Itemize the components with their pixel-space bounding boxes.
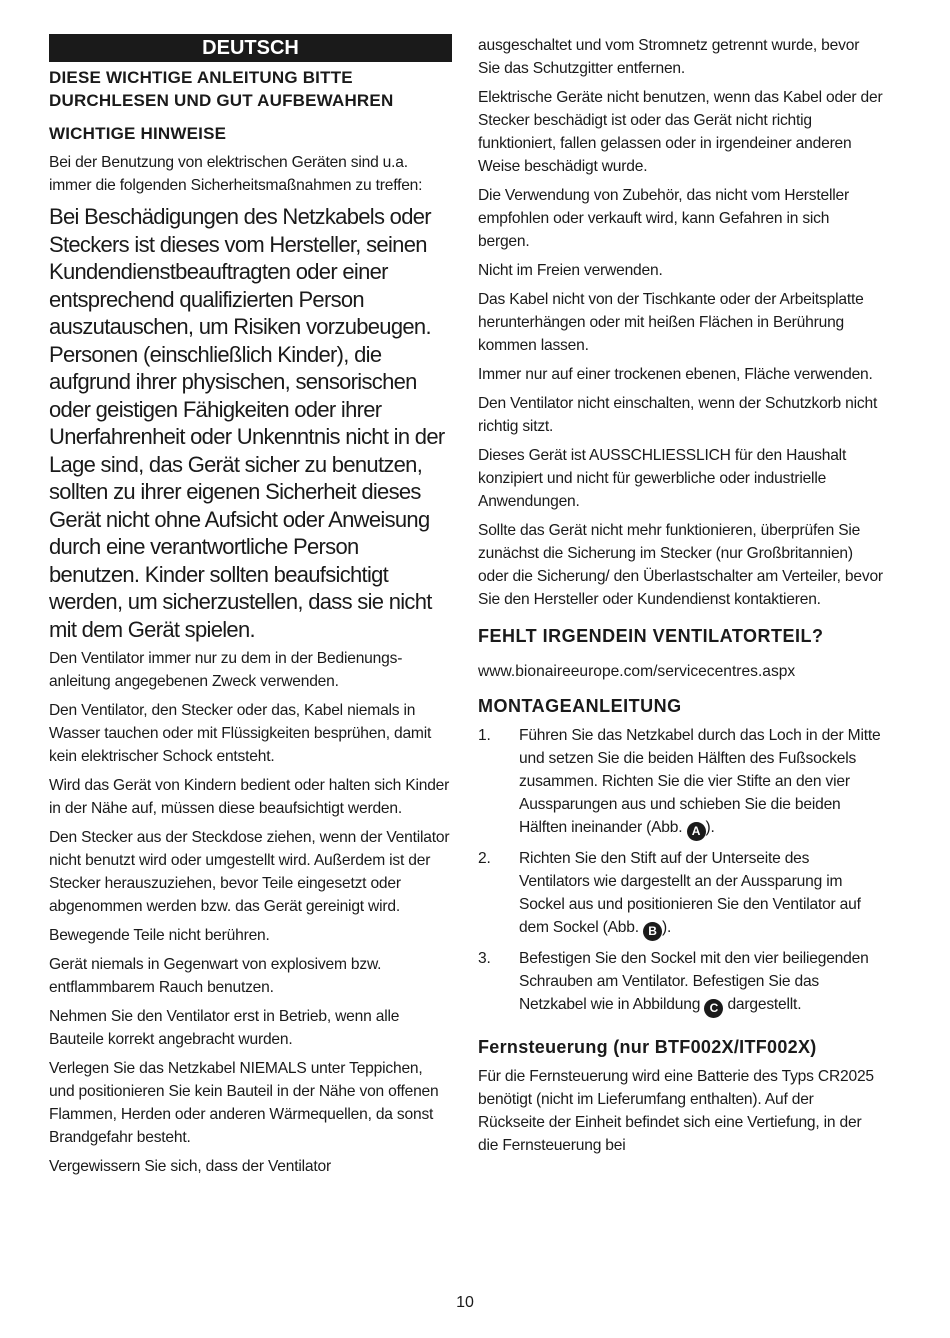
warning-cable: Bei Beschädigungen des Netzkabels oder Steckers ist dieses vom Hersteller, seinen Kundendienstbeauftragten oder einer entsprechend qualifizierten Person auszutauschen, um Risiken vorzubeugen.: [49, 204, 431, 339]
page-number: 10: [456, 1294, 474, 1311]
right-paragraph: Sollte das Gerät nicht mehr funktionieren, überprüfen Sie zunächst die Sicherung im Stecker (nur Großbritannien) oder die Sicherung/ den Überlastschalter am Verteiler, bevor Sie den Hersteller oder Kundendienst kontaktieren.: [478, 522, 883, 608]
important-heading: WICHTIGE HINWEISE: [49, 124, 227, 143]
right-paragraph: Die Verwendung von Zubehör, das nicht vom Hersteller empfohlen oder verkauft wird, kann Gefahren in sich bergen.: [478, 187, 849, 250]
right-paragraph: Das Kabel nicht von der Tischkante oder der Arbeitsplatte herunterhängen oder mit heißen Flächen in Berührung kommen lassen.: [478, 291, 864, 354]
right-paragraph: Immer nur auf einer trockenen ebenen, Fläche verwenden.: [478, 366, 873, 383]
step-text-end: ).: [705, 819, 715, 836]
remote-heading: Fernsteuerung (nur BTF002X/ITF002X): [478, 1037, 817, 1057]
service-url: www.bionaireeurope.com/servicecentres.aspx: [478, 663, 796, 680]
language-bar: DEUTSCH: [49, 34, 452, 62]
step-text: Führen Sie das Netzkabel durch das Loch in der Mitte und setzen Sie die beiden Hälften des Fußsockels zusammen. Richten Sie die vier Stifte an den vier Aussparungen aus und schieben Sie die beiden Hälften ineinander (Abb.: [519, 727, 881, 836]
left-paragraph: Gerät niemals in Gegenwart von explosivem bzw. entflammbarem Rauch benutzen.: [49, 956, 382, 996]
step-text-end: dargestellt.: [723, 996, 802, 1013]
right-paragraph: Den Ventilator nicht einschalten, wenn der Schutzkorb nicht richtig sitzt.: [478, 395, 878, 435]
assembly-steps: [478, 724, 883, 1018]
left-paragraph: Verlegen Sie das Netzkabel NIEMALS unter Teppichen, und positionieren Sie kein Bauteil in der Nähe von offenen Flammen, Herden oder anderen Wärmequellen, da sonst Brandgefahr besteht.: [49, 1060, 439, 1146]
left-paragraph: Wird das Gerät von Kindern bedient oder halten sich Kinder in der Nähe auf, müssen diese beaufsichtigt werden.: [49, 777, 450, 817]
right-paragraph: Elektrische Geräte nicht benutzen, wenn das Kabel oder der Stecker beschädigt ist oder das Gerät nicht richtig funktioniert, fallen gelassen oder in irgendeiner anderen Weise beschädigt wurde.: [478, 89, 883, 175]
figure-b-badge: B: [643, 922, 662, 941]
left-paragraph: Nehmen Sie den Ventilator erst in Betrieb, wenn alle Bauteile korrekt angebracht wurden.: [49, 1008, 400, 1048]
right-paragraph: Dieses Gerät ist AUSSCHLIESSLICH für den Haushalt konzipiert und nicht für gewerbliche oder industrielle Anwendungen.: [478, 447, 847, 510]
step-number: 3.: [478, 950, 491, 967]
intro-text: Bei der Benutzung von elektrischen Geräten sind u.a. immer die folgenden Sicherheitsmaßnahmen zu treffen:: [49, 154, 423, 194]
missing-part-heading: FEHLT IRGENDEIN VENTILATORTEIL?: [478, 626, 824, 646]
left-paragraph: Vergewissern Sie sich, dass der Ventilator: [49, 1158, 331, 1175]
figure-c-badge: C: [704, 999, 723, 1018]
left-paragraph: Den Ventilator, den Stecker oder das, Kabel niemals in Wasser tauchen oder mit Flüssigkeiten besprühen, damit kein elektrischer Schock entsteht.: [49, 702, 432, 765]
step-text-end: ).: [662, 919, 672, 936]
step-number: 2.: [478, 850, 491, 867]
assembly-heading: MONTAGEANLEITUNG: [478, 696, 682, 716]
right-paragraph: Nicht im Freien verwenden.: [478, 262, 663, 279]
left-paragraph: Bewegende Teile nicht berühren.: [49, 927, 270, 944]
document-title: DIESE WICHTIGE ANLEITUNG BITTE DURCHLESEN UND GUT AUFBEWAHREN: [49, 68, 394, 110]
remote-text: Für die Fernsteuerung wird eine Batterie des Typs CR2025 benötigt (nicht im Lieferumfang enthalten). Auf der Rückseite der Einheit befindet sich eine Vertiefung, in der die Fernsteuerung bei: [478, 1068, 874, 1154]
step-number: 1.: [478, 727, 491, 744]
assembly-step: [478, 847, 883, 941]
step-text: Richten Sie den Stift auf der Unterseite des Ventilators wie dargestellt an der Aussparung im Sockel aus und positionieren Sie den Ventilator auf dem Sockel (Abb.: [519, 850, 861, 936]
right-column: [478, 34, 883, 1163]
figure-a-badge: A: [687, 822, 706, 841]
left-paragraph: Den Stecker aus der Steckdose ziehen, wenn der Ventilator nicht benutzt wird oder umgestellt wird. Außerdem ist der Stecker herauszuziehen, bevor Teile eingesetzt oder abgenommen werden bzw. das Gerät gereinigt wird.: [49, 829, 450, 915]
left-column: [49, 34, 452, 1184]
assembly-step: [478, 724, 883, 841]
assembly-step: [478, 947, 883, 1018]
step-text: Befestigen Sie den Sockel mit den vier beiliegenden Schrauben am Ventilator. Befestigen Sie das Netzkabel wie in Abbildung: [519, 950, 869, 1013]
right-paragraph: ausgeschaltet und vom Stromnetz getrennt wurde, bevor Sie das Schutzgitter entfernen.: [478, 37, 860, 77]
left-paragraph: Den Ventilator immer nur zu dem in der Bedienungsanleitung angegebenen Zweck verwenden.: [49, 650, 403, 690]
warning-persons: Personen (einschließlich Kinder), die aufgrund ihrer physischen, sensorischen oder geistigen Fähigkeiten oder ihrer Unerfahrenheit oder Unkenntnis nicht in der Lage sind, das Gerät sicher zu benutzen, sollten zu ihrer eigenen Sicherheit dieses Gerät nicht ohne Aufsicht oder Anweisung durch eine verantwortliche Person benutzen. Kinder sollten beaufsichtigt werden, um sicherzustellen, dass sie nicht mit dem Gerät spielen.: [49, 341, 445, 642]
